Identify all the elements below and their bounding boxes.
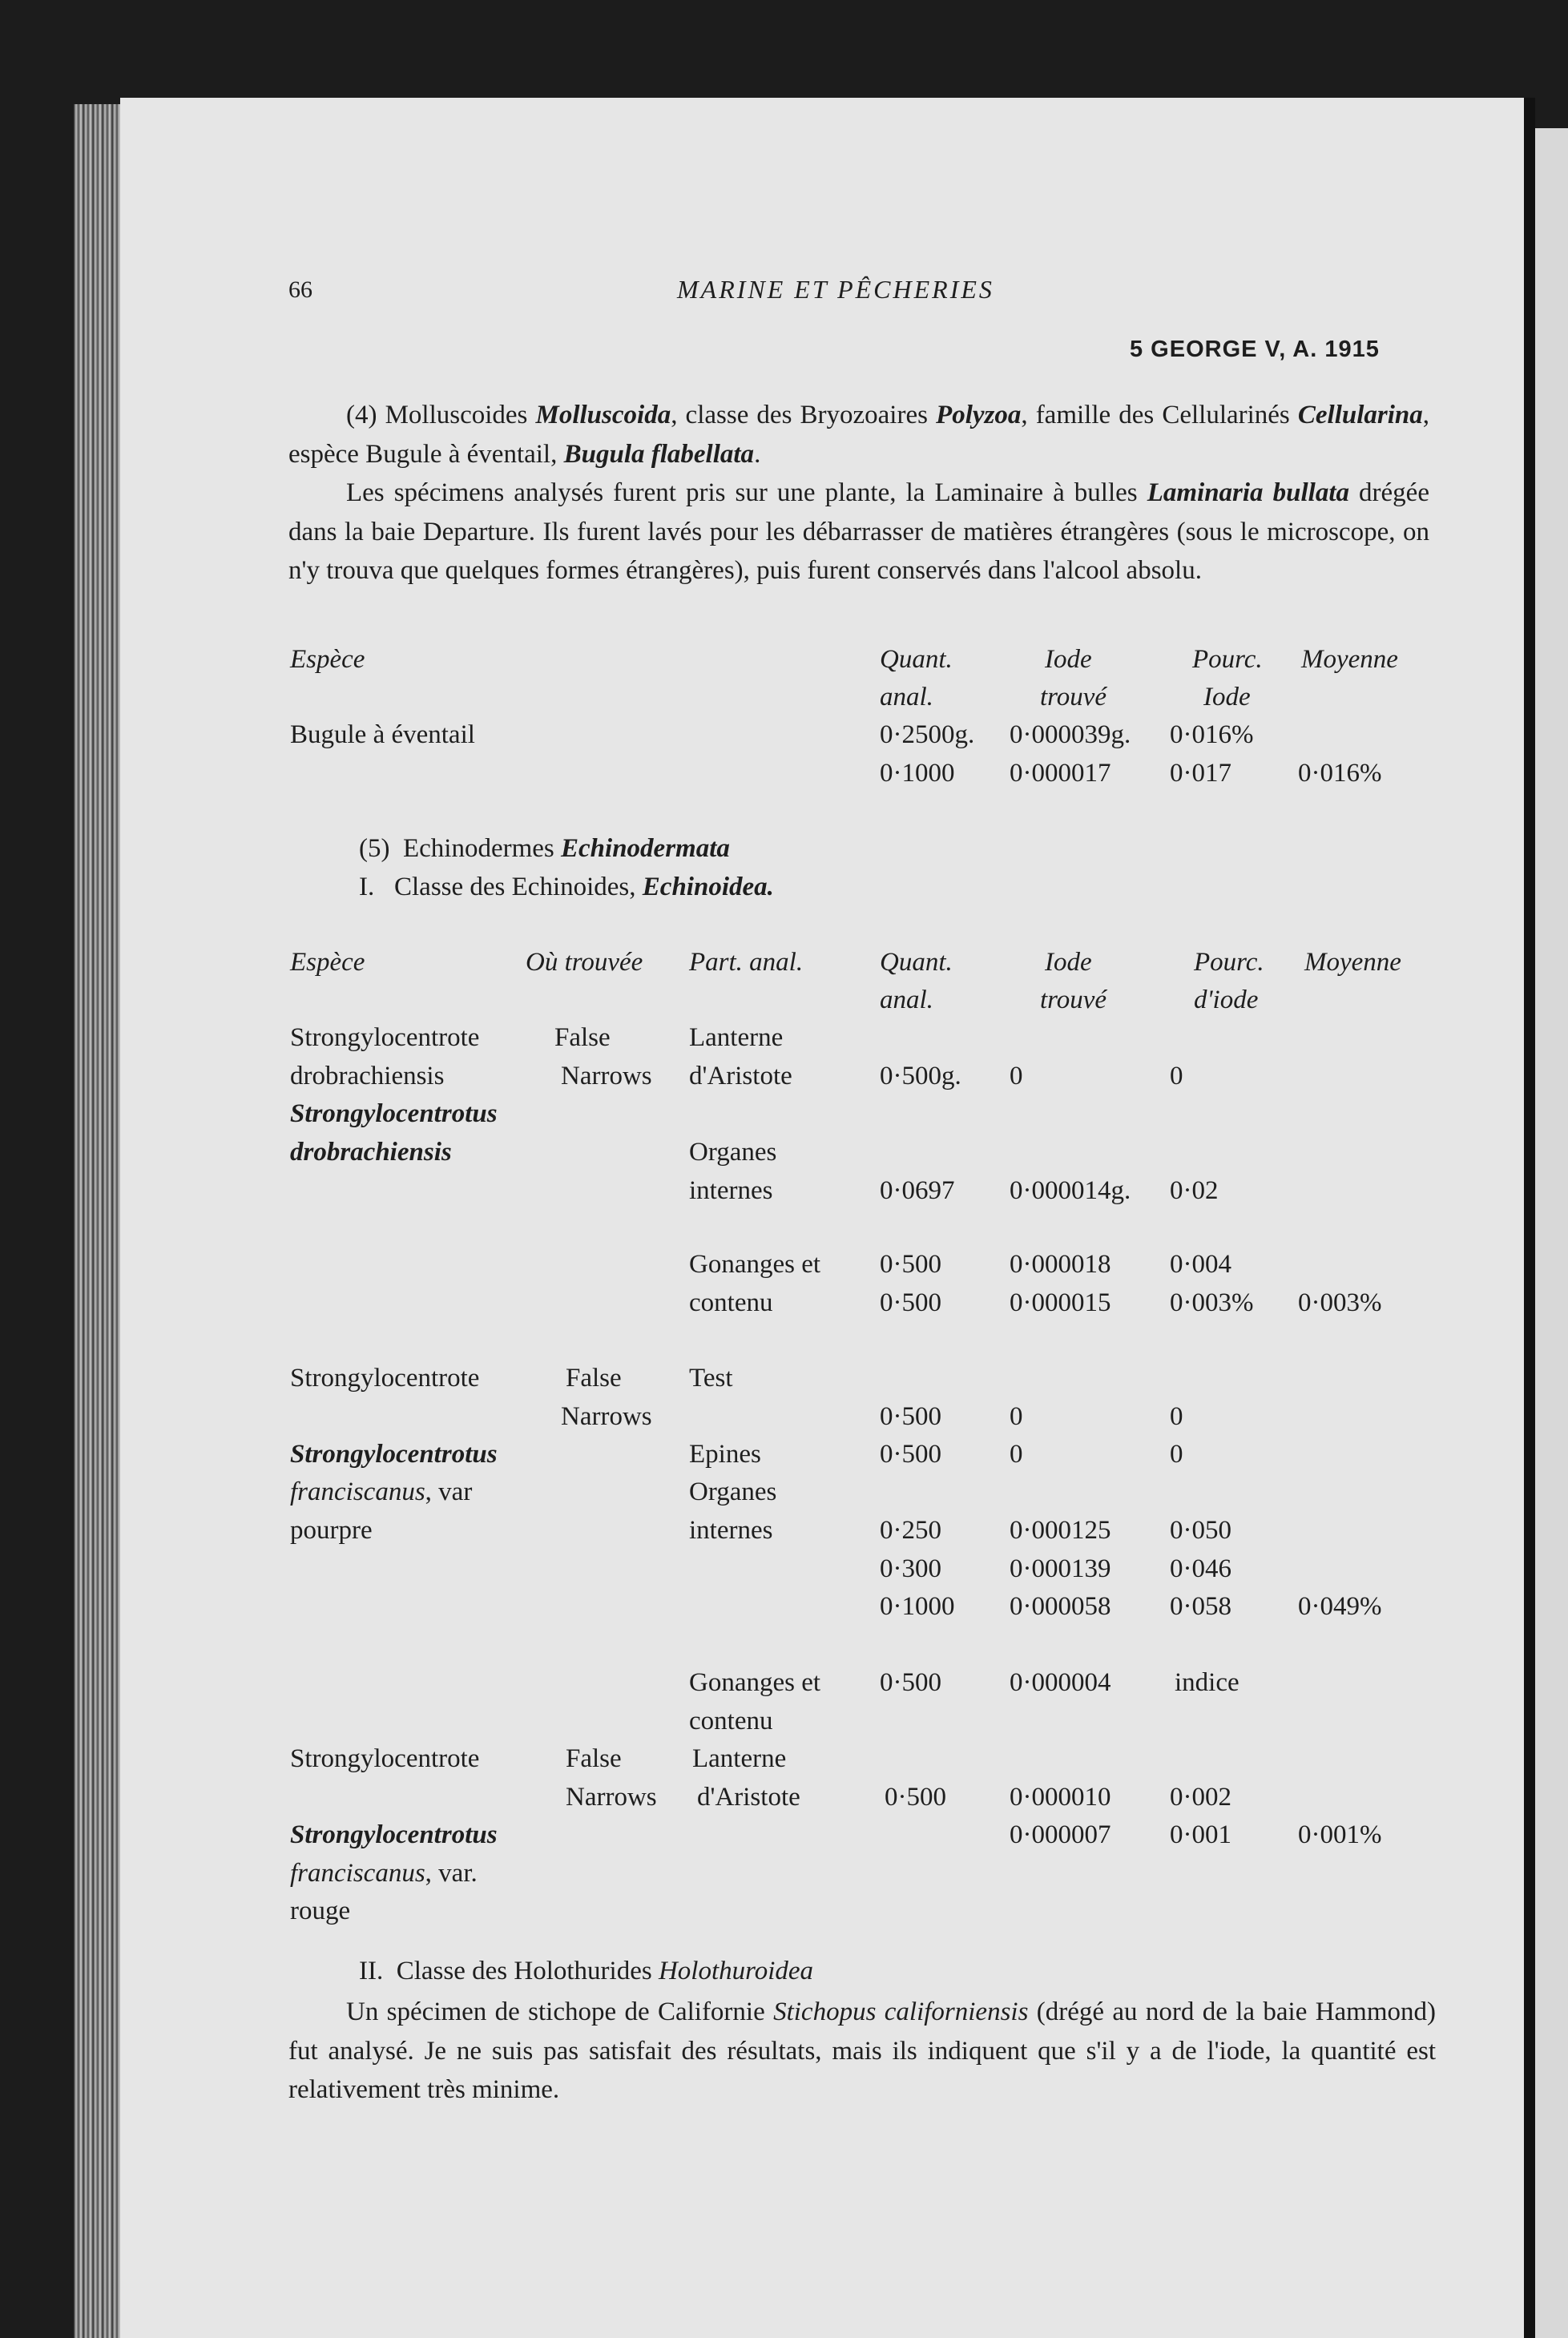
page-edge bbox=[1524, 98, 1535, 2338]
quant-cell: 0·2500g. bbox=[880, 720, 975, 749]
pourc-cell: 0·004 bbox=[1170, 1250, 1231, 1279]
part-cell: internes bbox=[689, 1516, 773, 1545]
latin-name: Strongylocentrotus bbox=[290, 1099, 498, 1128]
part-cell: Organes bbox=[689, 1138, 777, 1167]
iode-cell: 0·000139 bbox=[1010, 1554, 1111, 1583]
part-cell: contenu bbox=[689, 1288, 773, 1317]
location-cell: Narrows bbox=[561, 1062, 652, 1090]
latin-name: Stichopus californiensis bbox=[773, 1997, 1029, 2026]
pourc-cell: 0·001 bbox=[1170, 1820, 1231, 1849]
col-header-espece: Espèce bbox=[290, 645, 365, 674]
part-cell: contenu bbox=[689, 1707, 773, 1735]
col-header-pourc: Pourc. bbox=[1194, 948, 1264, 977]
iode-cell: 0·000125 bbox=[1010, 1516, 1111, 1545]
species-cell: Strongylocentrote bbox=[290, 1364, 480, 1393]
quant-cell: 0·500g. bbox=[880, 1062, 961, 1090]
location-cell: Narrows bbox=[566, 1783, 657, 1812]
col-header-quant-2: anal. bbox=[880, 986, 933, 1014]
col-header-pourc-2: Iode bbox=[1203, 683, 1251, 711]
quant-cell: 0·300 bbox=[880, 1554, 941, 1583]
quant-cell: 0·1000 bbox=[880, 1592, 955, 1621]
final-paragraph: Un spécimen de stichope de Californie Stichopus californiensis (drégé au nord de la baie Hammond) fut analysé. Je ne suis pas satisfait des résultats, mais ils indiquent que s'il y a de l'iode, la quantité est relativement très minime. bbox=[288, 1997, 1436, 2104]
iode-cell: 0 bbox=[1010, 1062, 1023, 1090]
latin-name: franciscanus bbox=[290, 1477, 425, 1506]
iode-cell: 0·000004 bbox=[1010, 1668, 1111, 1697]
quant-cell: 0·500 bbox=[880, 1288, 941, 1317]
pourc-cell: 0·017 bbox=[1170, 759, 1231, 788]
species-cell: franciscanus, var. bbox=[290, 1859, 478, 1888]
location-cell: Narrows bbox=[561, 1402, 652, 1431]
iode-cell: 0·000014g. bbox=[1010, 1176, 1131, 1205]
species-cell: Strongylocentrote bbox=[290, 1023, 480, 1052]
quant-cell: 0·500 bbox=[880, 1250, 941, 1279]
latin-name: Holothuroidea bbox=[658, 1957, 814, 1985]
pourc-cell: 0 bbox=[1170, 1440, 1183, 1469]
iode-cell: 0·000058 bbox=[1010, 1592, 1111, 1621]
latin-name: Polyzoa bbox=[936, 401, 1022, 429]
part-cell: internes bbox=[689, 1176, 773, 1205]
latin-name: franciscanus bbox=[290, 1859, 425, 1888]
iode-cell: 0·000039g. bbox=[1010, 720, 1131, 749]
col-header-quant: Quant. bbox=[880, 645, 953, 674]
latin-name: Echinoidea. bbox=[642, 873, 774, 901]
iode-cell: 0 bbox=[1010, 1402, 1023, 1431]
pourc-cell: 0·016% bbox=[1170, 720, 1254, 749]
pourc-cell: 0·046 bbox=[1170, 1554, 1231, 1583]
col-header-part: Part. anal. bbox=[689, 948, 804, 977]
iode-cell: 0·000015 bbox=[1010, 1288, 1111, 1317]
section-heading: II. Classe des Holothurides Holothuroidea bbox=[359, 1957, 814, 1985]
quant-cell: 0·500 bbox=[880, 1402, 941, 1431]
iode-cell: 0·000007 bbox=[1010, 1820, 1111, 1849]
running-title: MARINE ET PÊCHERIES bbox=[677, 275, 994, 304]
col-header-ou-trouvee: Où trouvée bbox=[526, 948, 643, 977]
col-header-iode-2: trouvé bbox=[1040, 683, 1107, 711]
col-header-moyenne: Moyenne bbox=[1301, 645, 1398, 674]
part-cell: d'Aristote bbox=[697, 1783, 800, 1812]
part-cell: Lanterne bbox=[689, 1023, 784, 1052]
col-header-pourc: Pourc. bbox=[1192, 645, 1263, 674]
iode-cell: 0 bbox=[1010, 1440, 1023, 1469]
pourc-cell: 0·002 bbox=[1170, 1783, 1231, 1812]
section-heading: (5) Echinodermes Echinodermata bbox=[359, 834, 730, 863]
latin-name: Strongylocentrotus bbox=[290, 1820, 498, 1849]
quant-cell: 0·500 bbox=[885, 1783, 946, 1812]
moyenne-cell: 0·001% bbox=[1298, 1820, 1382, 1849]
iode-cell: 0·000010 bbox=[1010, 1783, 1111, 1812]
part-cell: Test bbox=[689, 1364, 733, 1393]
book-binding bbox=[74, 104, 123, 2338]
pourc-cell: 0 bbox=[1170, 1402, 1183, 1431]
session-label: 5 GEORGE V, A. 1915 bbox=[1130, 337, 1380, 362]
col-header-iode: Iode bbox=[1045, 645, 1092, 674]
pourc-cell: 0·050 bbox=[1170, 1516, 1231, 1545]
col-header-quant: Quant. bbox=[880, 948, 953, 977]
iode-cell: 0·000017 bbox=[1010, 759, 1111, 788]
col-header-pourc-2: d'iode bbox=[1194, 986, 1259, 1014]
pourc-cell: indice bbox=[1175, 1668, 1239, 1697]
latin-name: Strongylocentrotus bbox=[290, 1440, 498, 1469]
latin-name: Bugula flabellata bbox=[563, 439, 755, 469]
page-number: 66 bbox=[288, 276, 312, 303]
iode-cell: 0·000018 bbox=[1010, 1250, 1111, 1279]
quant-cell: 0·0697 bbox=[880, 1176, 955, 1205]
pourc-cell: 0·02 bbox=[1170, 1176, 1219, 1205]
part-cell: Organes bbox=[689, 1477, 777, 1506]
location-cell: False bbox=[566, 1744, 622, 1773]
specimen-paragraph: Les spécimens analysés furent pris sur une plante, la Laminaire à bulles Laminaria bullata drégée dans la baie Departure. Ils furent lavés pour les débarrasser de matières étrangères (sous le microscope, on n'y trouva que quelques formes étrangères), puis furent conservés dans l'alcool absolu. bbox=[288, 478, 1429, 585]
moyenne-cell: 0·003% bbox=[1298, 1288, 1382, 1317]
pourc-cell: 0·003% bbox=[1170, 1288, 1254, 1317]
part-cell: Gonanges et bbox=[689, 1668, 821, 1697]
species-cell: rouge bbox=[290, 1897, 351, 1925]
col-header-quant-2: anal. bbox=[880, 683, 933, 711]
latin-name: Laminaria bullata bbox=[1147, 478, 1349, 507]
col-header-iode-2: trouvé bbox=[1040, 986, 1107, 1014]
location-cell: False bbox=[566, 1364, 622, 1393]
latin-name: Echinodermata bbox=[561, 834, 730, 863]
col-header-moyenne: Moyenne bbox=[1304, 948, 1401, 977]
col-header-iode: Iode bbox=[1045, 948, 1092, 977]
intro-paragraph: (4) Molluscoides Molluscoida, classe des Bryozoaires Polyzoa, famille des Cellularinés Cellularina, espèce Bugule à éventail, Bugula flabellata. bbox=[288, 401, 1430, 469]
moyenne-cell: 0·016% bbox=[1298, 759, 1382, 788]
part-cell: Lanterne bbox=[692, 1744, 787, 1773]
quant-cell: 0·250 bbox=[880, 1516, 941, 1545]
species-cell: Strongylocentrote bbox=[290, 1744, 480, 1773]
next-page-edge bbox=[1535, 128, 1568, 2338]
quant-cell: 0·500 bbox=[880, 1668, 941, 1697]
quant-cell: 0·500 bbox=[880, 1440, 941, 1469]
species-cell: drobrachiensis bbox=[290, 1062, 445, 1090]
part-cell: Gonanges et bbox=[689, 1250, 821, 1279]
pourc-cell: 0·058 bbox=[1170, 1592, 1231, 1621]
location-cell: False bbox=[554, 1023, 611, 1052]
pourc-cell: 0 bbox=[1170, 1062, 1183, 1090]
moyenne-cell: 0·049% bbox=[1298, 1592, 1382, 1621]
species-cell: Bugule à éventail bbox=[290, 720, 475, 749]
latin-name: Molluscoida bbox=[535, 401, 671, 429]
species-cell: franciscanus, var bbox=[290, 1477, 473, 1506]
latin-name: Cellularina bbox=[1297, 401, 1423, 429]
part-cell: Epines bbox=[689, 1440, 761, 1469]
species-cell: pourpre bbox=[290, 1516, 373, 1545]
latin-name: drobrachiensis bbox=[290, 1138, 452, 1167]
para-number: (4) bbox=[346, 401, 377, 429]
part-cell: d'Aristote bbox=[689, 1062, 792, 1090]
quant-cell: 0·1000 bbox=[880, 759, 955, 788]
col-header-espece: Espèce bbox=[290, 948, 365, 977]
class-heading: I. Classe des Echinoides, Echinoidea. bbox=[359, 873, 774, 901]
